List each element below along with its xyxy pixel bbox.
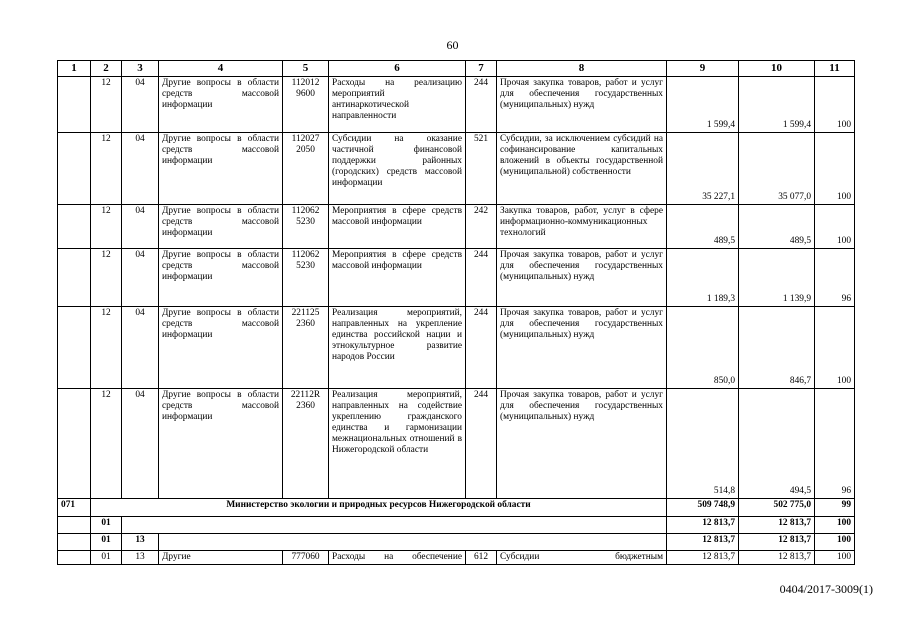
cell-ministry-code: 071 xyxy=(58,499,91,517)
cell-planned: 1 599,4 xyxy=(667,77,739,133)
cell-ministry-name: Министерство экологии и природных ресурсов Нижегородской области xyxy=(91,499,667,517)
ministry-total-row xyxy=(58,499,855,517)
cell-section: 12 xyxy=(91,249,122,307)
cell-executed: 35 077,0 xyxy=(739,133,815,205)
cell-subsection-name: Другие вопросы в области средств массовой информации xyxy=(159,133,283,205)
cell-executed: 1 599,4 xyxy=(739,77,815,133)
cell-executed: 12 813,7 xyxy=(739,534,815,551)
cell-subsection-name: Другие вопросы в области средств массовой информации xyxy=(159,249,283,307)
cell-percent: 96 xyxy=(815,249,855,307)
cell-percent: 99 xyxy=(815,499,855,517)
cell-subsection-name: Другие вопросы в области средств массовой информации xyxy=(159,205,283,249)
header-cell: 8 xyxy=(497,61,667,77)
cell-expense-name: Прочая закупка товаров, работ и услуг для обеспечения государственных (муниципальных) нужд xyxy=(497,389,667,499)
cell-expense-type: 244 xyxy=(466,249,497,307)
cell-subsection-name: Другие xyxy=(159,551,283,565)
header-cell: 4 xyxy=(159,61,283,77)
header-cell: 5 xyxy=(283,61,329,77)
cell-subsection: 04 xyxy=(122,205,159,249)
subsection-total-row xyxy=(58,534,855,551)
cell-planned: 12 813,7 xyxy=(667,517,739,534)
cell-executed: 1 139,9 xyxy=(739,249,815,307)
cell-section: 01 xyxy=(91,534,122,551)
cell-section: 12 xyxy=(91,133,122,205)
cell-expense-type: 242 xyxy=(466,205,497,249)
cell-subsection: 04 xyxy=(122,133,159,205)
table-row xyxy=(58,133,855,205)
cell-section: 12 xyxy=(91,205,122,249)
cell-expense-type: 244 xyxy=(466,77,497,133)
cell-percent: 100 xyxy=(815,534,855,551)
cell-article-name: Мероприятия в сфере средств массовой информации xyxy=(329,249,466,307)
cell-executed: 12 813,7 xyxy=(739,551,815,565)
cell-subsection-name: Другие вопросы в области средств массовой информации xyxy=(159,389,283,499)
header-cell: 1 xyxy=(58,61,91,77)
cell-subsection: 04 xyxy=(122,389,159,499)
cell-expense-type: 521 xyxy=(466,133,497,205)
cell-target-article: 777060 xyxy=(283,551,329,565)
header-cell: 6 xyxy=(329,61,466,77)
cell-executed: 494,5 xyxy=(739,389,815,499)
budget-table xyxy=(57,60,855,565)
cell-section: 01 xyxy=(91,551,122,565)
table-row xyxy=(58,307,855,389)
cell-ministry-code xyxy=(58,517,91,534)
cell-percent: 100 xyxy=(815,77,855,133)
cell-article-name: Реализация мероприятий, направленных на укрепление единства российской нации и этнокультурное развитие народов России xyxy=(329,307,466,389)
cell-empty xyxy=(122,517,667,534)
cell-expense-name: Прочая закупка товаров, работ и услуг для обеспечения государственных (муниципальных) нужд xyxy=(497,77,667,133)
cell-expense-name: Закупка товаров, работ, услуг в сфере информационно-коммуникационных технологий xyxy=(497,205,667,249)
cell-subsection: 04 xyxy=(122,77,159,133)
table-header-row xyxy=(58,61,855,77)
cell-expense-type: 244 xyxy=(466,307,497,389)
cell-target-article: 112012 9600 xyxy=(283,77,329,133)
cell-section: 01 xyxy=(91,517,122,534)
cell-executed: 12 813,7 xyxy=(739,517,815,534)
cell-subsection: 13 xyxy=(122,551,159,565)
cell-percent: 100 xyxy=(815,205,855,249)
cell-article-name: Расходы на обеспечение xyxy=(329,551,466,565)
header-cell: 11 xyxy=(815,61,855,77)
cell-subsection: 04 xyxy=(122,307,159,389)
cell-expense-name: Прочая закупка товаров, работ и услуг для обеспечения государственных (муниципальных) нужд xyxy=(497,249,667,307)
table-row xyxy=(58,205,855,249)
cell-percent: 100 xyxy=(815,133,855,205)
cell-subsection-name: Другие вопросы в области средств массовой информации xyxy=(159,307,283,389)
cell-target-article: 112062 5230 xyxy=(283,205,329,249)
cell-percent: 100 xyxy=(815,551,855,565)
cell-ministry-code xyxy=(58,205,91,249)
cell-percent: 96 xyxy=(815,389,855,499)
cell-target-article: 22112R 2360 xyxy=(283,389,329,499)
cell-ministry-code xyxy=(58,307,91,389)
header-cell: 3 xyxy=(122,61,159,77)
cell-empty xyxy=(159,534,667,551)
cell-expense-name: Прочая закупка товаров, работ и услуг для обеспечения государственных (муниципальных) нужд xyxy=(497,307,667,389)
cell-planned: 35 227,1 xyxy=(667,133,739,205)
cell-planned: 489,5 xyxy=(667,205,739,249)
cell-section: 12 xyxy=(91,389,122,499)
cell-ministry-code xyxy=(58,551,91,565)
section-total-row xyxy=(58,517,855,534)
cell-planned: 12 813,7 xyxy=(667,551,739,565)
cell-executed: 489,5 xyxy=(739,205,815,249)
cell-ministry-code xyxy=(58,389,91,499)
cell-target-article: 112062 5230 xyxy=(283,249,329,307)
cell-subsection: 13 xyxy=(122,534,159,551)
cell-percent: 100 xyxy=(815,517,855,534)
cell-target-article: 112027 2050 xyxy=(283,133,329,205)
cell-planned: 1 189,3 xyxy=(667,249,739,307)
cell-article-name: Субсидии на оказание частичной финансовой поддержки районных (городских) средств массовой информации xyxy=(329,133,466,205)
cell-article-name: Реализация мероприятий, направленных на содействие укреплению гражданского единства и гармонизации межнациональных отношений в Нижегородской области xyxy=(329,389,466,499)
page-number: 60 xyxy=(446,38,459,52)
cell-subsection: 04 xyxy=(122,249,159,307)
cell-ministry-code xyxy=(58,249,91,307)
cell-expense-name: Субсидии, за исключением субсидий на софинансирование капитальных вложений в объекты государственной (муниципальной) собственности xyxy=(497,133,667,205)
cell-expense-name: Субсидии бюджетным xyxy=(497,551,667,565)
cell-ministry-code xyxy=(58,534,91,551)
cell-executed: 846,7 xyxy=(739,307,815,389)
cell-ministry-code xyxy=(58,77,91,133)
cell-article-name: Расходы на реализацию мероприятий антинаркотической направленности xyxy=(329,77,466,133)
cell-target-article: 221125 2360 xyxy=(283,307,329,389)
table-row xyxy=(58,389,855,499)
cell-section: 12 xyxy=(91,77,122,133)
table-row xyxy=(58,551,855,565)
cell-executed: 502 775,0 xyxy=(739,499,815,517)
header-cell: 9 xyxy=(667,61,739,77)
header-cell: 10 xyxy=(739,61,815,77)
document-code: 0404/2017-3009(1) xyxy=(779,582,873,596)
cell-subsection-name: Другие вопросы в области средств массовой информации xyxy=(159,77,283,133)
header-cell: 2 xyxy=(91,61,122,77)
cell-planned: 514,8 xyxy=(667,389,739,499)
header-cell: 7 xyxy=(466,61,497,77)
cell-expense-type: 612 xyxy=(466,551,497,565)
table-row xyxy=(58,249,855,307)
table-row xyxy=(58,77,855,133)
cell-section: 12 xyxy=(91,307,122,389)
cell-expense-type: 244 xyxy=(466,389,497,499)
cell-planned: 12 813,7 xyxy=(667,534,739,551)
cell-article-name: Мероприятия в сфере средств массовой информации xyxy=(329,205,466,249)
cell-planned: 509 748,9 xyxy=(667,499,739,517)
cell-percent: 100 xyxy=(815,307,855,389)
cell-ministry-code xyxy=(58,133,91,205)
cell-planned: 850,0 xyxy=(667,307,739,389)
